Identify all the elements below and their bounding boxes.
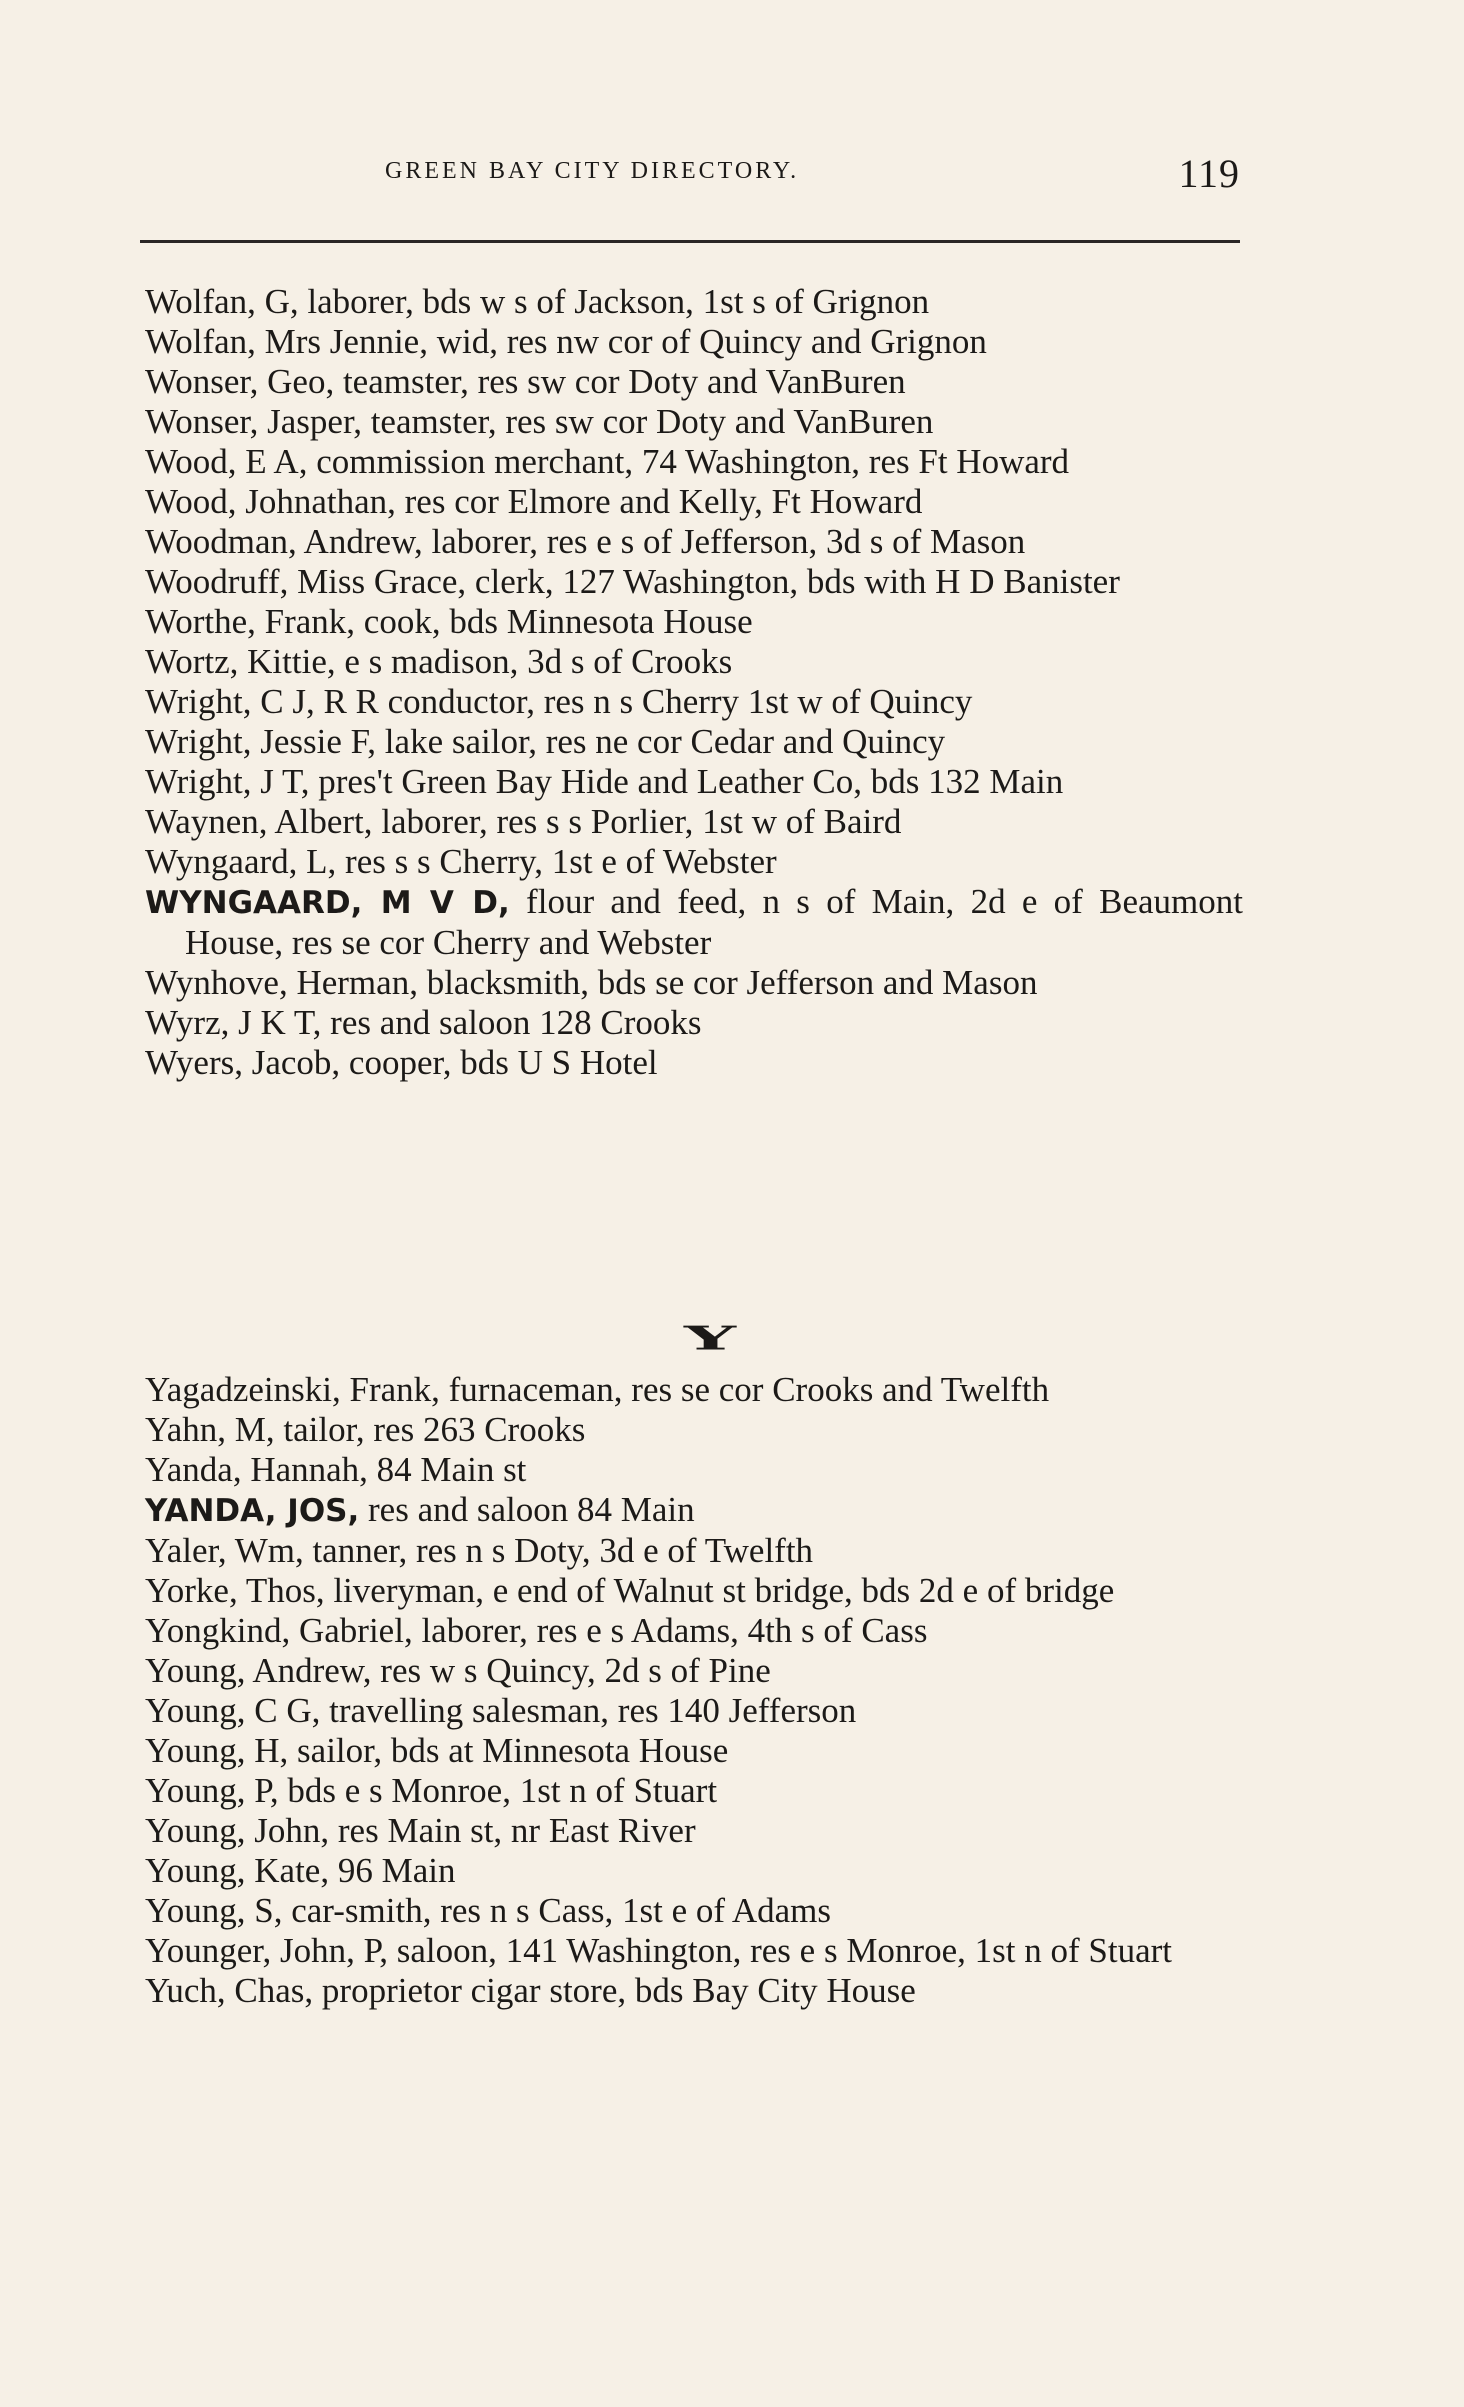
entry-name-bold: WYNGAARD, M V D, — [145, 885, 510, 921]
directory-entry — [145, 522, 1243, 562]
directory-entry — [145, 282, 1243, 322]
entry-text: Yahn, M, tailor, res 263 Crooks — [145, 1410, 586, 1449]
directory-entry — [145, 1771, 1243, 1811]
directory-entry — [145, 722, 1243, 762]
directory-entry — [145, 1043, 1243, 1083]
directory-entry — [145, 402, 1243, 442]
directory-entry — [145, 562, 1243, 602]
directory-entry — [145, 1691, 1243, 1731]
directory-entry — [145, 762, 1243, 802]
entry-text: Young, Kate, 96 Main — [145, 1851, 456, 1890]
directory-entry — [145, 1851, 1243, 1891]
entry-text: Wood, Johnathan, res cor Elmore and Kelly, Ft Howard — [145, 482, 923, 521]
directory-entry — [145, 1611, 1243, 1651]
section-letter-y — [650, 1310, 770, 1358]
directory-entry — [145, 602, 1243, 642]
directory-entry — [145, 322, 1243, 362]
entry-text: Wright, Jessie F, lake sailor, res ne cor Cedar and Quincy — [145, 722, 946, 761]
entry-text: Wolfan, G, laborer, bds w s of Jackson, 1st s of Grignon — [145, 282, 930, 321]
directory-entry — [145, 442, 1243, 482]
section-letter-glyph: Y — [684, 1319, 737, 1358]
entries-list-w — [145, 282, 1243, 1083]
directory-entry — [145, 1450, 1243, 1490]
header-rule — [140, 240, 1240, 243]
entry-text: Yaler, Wm, tanner, res n s Doty, 3d e of Twelfth — [145, 1531, 814, 1570]
directory-entry — [145, 1811, 1243, 1851]
entry-text: Wood, E A, commission merchant, 74 Washington, res Ft Howard — [145, 442, 1070, 481]
entry-text: Yanda, Hannah, 84 Main st — [145, 1450, 527, 1489]
directory-entry — [145, 482, 1243, 522]
directory-entry — [145, 1731, 1243, 1771]
directory-entry — [145, 642, 1243, 682]
page-number: 119 — [1178, 151, 1240, 196]
entry-text: Waynen, Albert, laborer, res s s Porlier, 1st w of Baird — [145, 802, 902, 841]
entry-text: Younger, John, P, saloon, 141 Washington, res e s Monroe, 1st n of Stuart — [145, 1931, 1172, 1970]
entry-text: Yongkind, Gabriel, laborer, res e s Adams, 4th s of Cass — [145, 1611, 928, 1650]
entry-text: Wyers, Jacob, cooper, bds U S Hotel — [145, 1043, 658, 1082]
entry-text: Wynhove, Herman, blacksmith, bds se cor Jefferson and Mason — [145, 963, 1038, 1002]
entry-text: Wolfan, Mrs Jennie, wid, res nw cor of Quincy and Grignon — [145, 322, 987, 361]
directory-entry — [145, 963, 1243, 1003]
entry-text: Wonser, Jasper, teamster, res sw cor Doty and VanBuren — [145, 402, 934, 441]
directory-entry — [145, 362, 1243, 402]
directory-entry — [145, 802, 1243, 842]
directory-entry — [145, 1370, 1243, 1410]
directory-entry — [145, 1410, 1243, 1450]
entry-text: Yorke, Thos, liveryman, e end of Walnut st bridge, bds 2d e of bridge — [145, 1571, 1115, 1610]
directory-entry — [145, 1931, 1243, 1971]
entry-text: res and saloon 84 Main — [359, 1490, 695, 1529]
entry-name-bold: YANDA, JOS, — [145, 1493, 360, 1529]
entry-text: Young, P, bds e s Monroe, 1st n of Stuart — [145, 1771, 718, 1810]
entry-text: Wyrz, J K T, res and saloon 128 Crooks — [145, 1003, 702, 1042]
directory-entry — [145, 882, 1243, 963]
entry-text: Wyngaard, L, res s s Cherry, 1st e of Webster — [145, 842, 777, 881]
directory-entry — [145, 1571, 1243, 1611]
directory-entry — [145, 1891, 1243, 1931]
directory-entry — [145, 1651, 1243, 1691]
directory-entry — [145, 1531, 1243, 1571]
entry-text: Woodman, Andrew, laborer, res e s of Jefferson, 3d s of Mason — [145, 522, 1026, 561]
entry-text: Yagadzeinski, Frank, furnaceman, res se cor Crooks and Twelfth — [145, 1370, 1050, 1409]
directory-entry — [145, 1971, 1243, 2011]
directory-entry — [145, 1490, 1243, 1531]
entry-text: flour and feed, n s of Main, 2d e of Beaumont House, res se cor Cherry and Webster — [185, 882, 1243, 962]
entry-text: Young, John, res Main st, nr East River — [145, 1811, 696, 1850]
directory-entry — [145, 842, 1243, 882]
entry-text: Yuch, Chas, proprietor cigar store, bds Bay City House — [145, 1971, 916, 2010]
running-title: GREEN BAY CITY DIRECTORY. — [385, 158, 800, 184]
directory-entry — [145, 682, 1243, 722]
entry-text: Young, Andrew, res w s Quincy, 2d s of Pine — [145, 1651, 771, 1690]
entry-text: Woodruff, Miss Grace, clerk, 127 Washington, bds with H D Banister — [145, 562, 1120, 601]
entry-text: Wright, J T, pres't Green Bay Hide and Leather Co, bds 132 Main — [145, 762, 1064, 801]
page-header — [140, 151, 1240, 198]
entry-text: Worthe, Frank, cook, bds Minnesota House — [145, 602, 753, 641]
entry-text: Young, H, sailor, bds at Minnesota House — [145, 1731, 729, 1770]
entry-text: Wright, C J, R R conductor, res n s Cherry 1st w of Quincy — [145, 682, 973, 721]
entry-text: Young, C G, travelling salesman, res 140 Jefferson — [145, 1691, 857, 1730]
directory-entry — [145, 1003, 1243, 1043]
entry-text: Wortz, Kittie, e s madison, 3d s of Crooks — [145, 642, 733, 681]
entry-text: Wonser, Geo, teamster, res sw cor Doty and VanBuren — [145, 362, 906, 401]
entry-text: Young, S, car-smith, res n s Cass, 1st e of Adams — [145, 1891, 832, 1930]
entries-list-y — [145, 1370, 1243, 2011]
